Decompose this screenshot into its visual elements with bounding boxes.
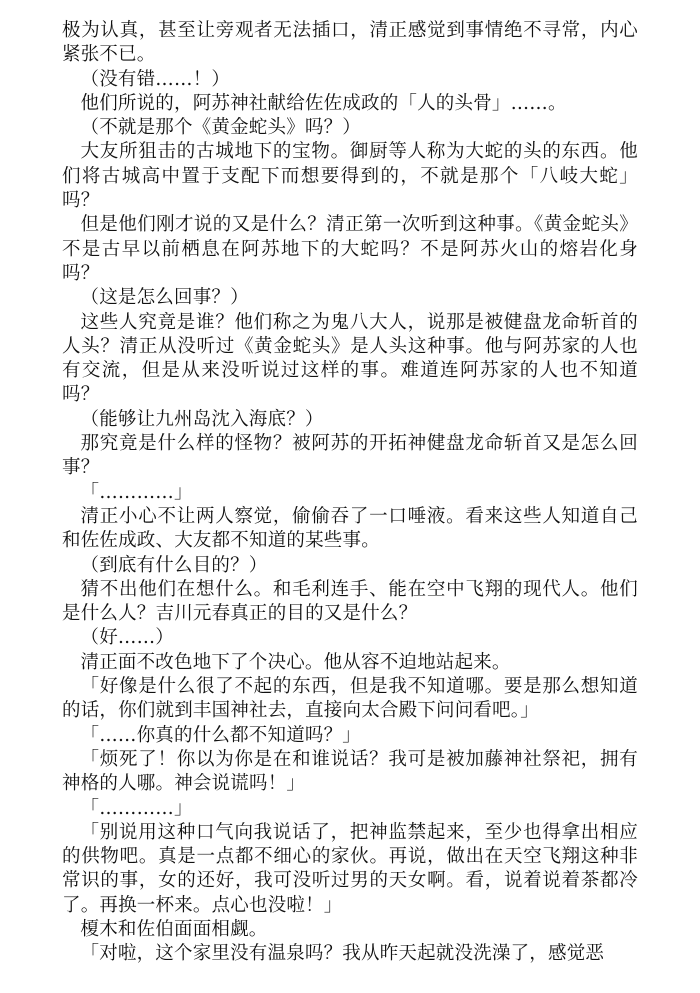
paragraph: 清正面不改色地下了个决心。他从容不迫地站起来。: [80, 651, 511, 673]
paragraph: （好……）: [80, 627, 175, 649]
document-page: [62, 19, 638, 967]
paragraph: 「别说用这种口气向我说话了，把神监禁起来，至少也得拿出相应的供物吧。真是一点都不细心的家伙。再说，做出在天空飞翔这种非常识的事，女的还好，我可没听过男的天女啊。看，说着说着茶都冷了。再换一杯来。点心也没啦！」: [62, 821, 638, 916]
paragraph: （没有错……！）: [80, 68, 231, 90]
paragraph: 但是他们刚才说的又是什么？清正第一次听到这种事。《黄金蛇头》不是古早以前栖息在阿苏地下的大蛇吗？不是阿苏火山的熔岩化身吗？: [62, 214, 638, 284]
paragraph: 「……你真的什么都不知道吗？」: [80, 724, 362, 746]
paragraph: （这是怎么回事？）: [80, 287, 249, 309]
paragraph: 极为认真，甚至让旁观者无法插口，清正感觉到事情绝不寻常，内心紧张不已。: [62, 20, 638, 66]
paragraph: （不就是那个《黄金蛇头》吗？）: [80, 117, 362, 139]
paragraph: 榎木和佐伯面面相觑。: [80, 918, 268, 940]
paragraph: 他们所说的，阿苏神社献给佐佐成政的「人的头骨」……。: [80, 92, 567, 114]
paragraph: 这些人究竟是谁？他们称之为鬼八大人，说那是被健盘龙命斩首的人头？清正从没听过《黄金蛇头》是人头这种事。他与阿苏家的人也有交流，但是从来没听说过这样的事。难道连阿苏家的人也不知道吗？: [62, 311, 638, 406]
paragraph: 「…………」: [80, 481, 193, 503]
paragraph: 那究竟是什么样的怪物？被阿苏的开拓神健盘龙命斩首又是怎么回事？: [62, 433, 638, 479]
paragraph: 「烦死了！你以为你是在和谁说话？我可是被加藤神社祭祀，拥有神格的人哪。神会说谎吗！」: [62, 748, 638, 795]
paragraph: 大友所狙击的古城地下的宝物。御厨等人称为大蛇的头的东西。他们将古城高中置于支配下而想要得到的，不就是那个「八岐大蛇」吗？: [62, 141, 638, 212]
paragraph: 「好像是什么很了不起的东西，但是我不知道哪。要是那么想知道的话，你们就到丰国神社去，直接向太合殿下问问看吧。」: [62, 676, 638, 722]
paragraph: 猜不出他们在想什么。和毛利连手、能在空中飞翔的现代人。他们是什么人？吉川元春真正的目的又是什么？: [62, 578, 638, 625]
paragraph: 清正小心不让两人察觉，偷偷吞了一口唾液。看来这些人知道自己和佐佐成政、大友都不知道的某些事。: [62, 505, 638, 552]
paragraph: （能够让九州岛沈入海底？）: [80, 408, 324, 430]
paragraph: 「对啦，这个家里没有温泉吗？我从昨天起就没洗澡了，感觉恶: [80, 943, 605, 965]
paragraph: （到底有什么目的？）: [80, 554, 268, 576]
paragraph: 「…………」: [80, 797, 193, 819]
